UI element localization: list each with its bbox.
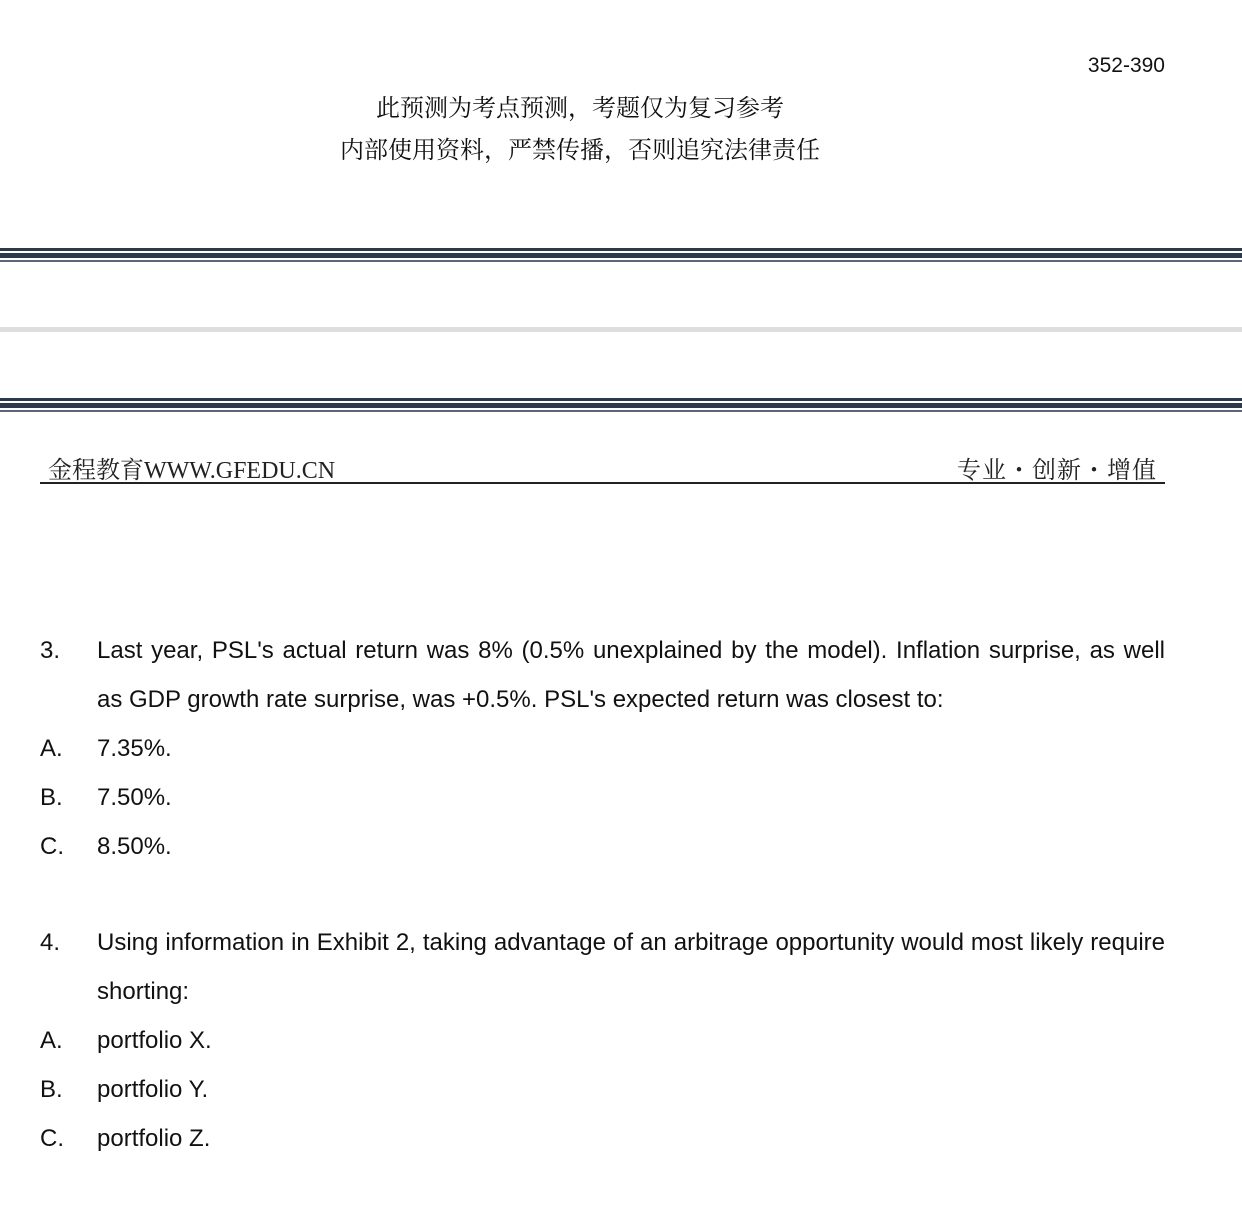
notice-line-1: 此预测为考点预测，考题仅为复习参考 <box>376 95 784 122</box>
option-text: 8.50%. <box>97 833 172 860</box>
answer-option-c <box>40 1114 1165 1163</box>
question-4 <box>40 918 1165 1163</box>
option-label: B. <box>40 1076 63 1103</box>
question-number: 4. <box>40 929 61 956</box>
answer-option-a <box>40 724 1165 773</box>
running-header <box>40 448 1165 484</box>
notice-line-2: 内部使用资料，严禁传播，否则追究法律责任 <box>340 137 820 164</box>
option-label: A. <box>40 1027 63 1054</box>
option-label: C. <box>40 833 64 860</box>
page-number: 352-390 <box>1087 54 1165 77</box>
question-number: 3. <box>40 637 61 664</box>
option-text: 7.35%. <box>97 735 172 762</box>
question-stem-row <box>40 918 1165 1016</box>
option-text: portfolio Z. <box>97 1125 211 1152</box>
question-stem-row <box>40 626 1165 724</box>
question-stem: Using information in Exhibit 2, taking advantage of an arbitrage opportunity would most likely require shorting: <box>97 929 1165 1005</box>
answer-option-c <box>40 822 1165 871</box>
top-divider-band <box>0 248 1242 262</box>
publisher-name: 金程教育WWW.GFEDU.CN <box>48 458 336 484</box>
option-text: portfolio X. <box>97 1027 212 1054</box>
option-label: B. <box>40 784 63 811</box>
middle-divider <box>0 327 1242 332</box>
option-text: portfolio Y. <box>97 1076 209 1103</box>
question-stem: Last year, PSL's actual return was 8% (0.5% unexplained by the model). Inflation surprise, as well as GDP growth rate surprise, was +0.5%. PSL's expected return was closest to: <box>97 637 1165 713</box>
answer-option-a <box>40 1016 1165 1065</box>
option-text: 7.50%. <box>97 784 172 811</box>
option-label: A. <box>40 735 63 762</box>
answer-option-b <box>40 1065 1165 1114</box>
question-3 <box>40 626 1165 871</box>
answer-option-b <box>40 773 1165 822</box>
publisher-slogan: 专业・创新・增值 <box>957 458 1157 484</box>
bottom-divider-band <box>0 398 1242 412</box>
option-label: C. <box>40 1125 64 1152</box>
